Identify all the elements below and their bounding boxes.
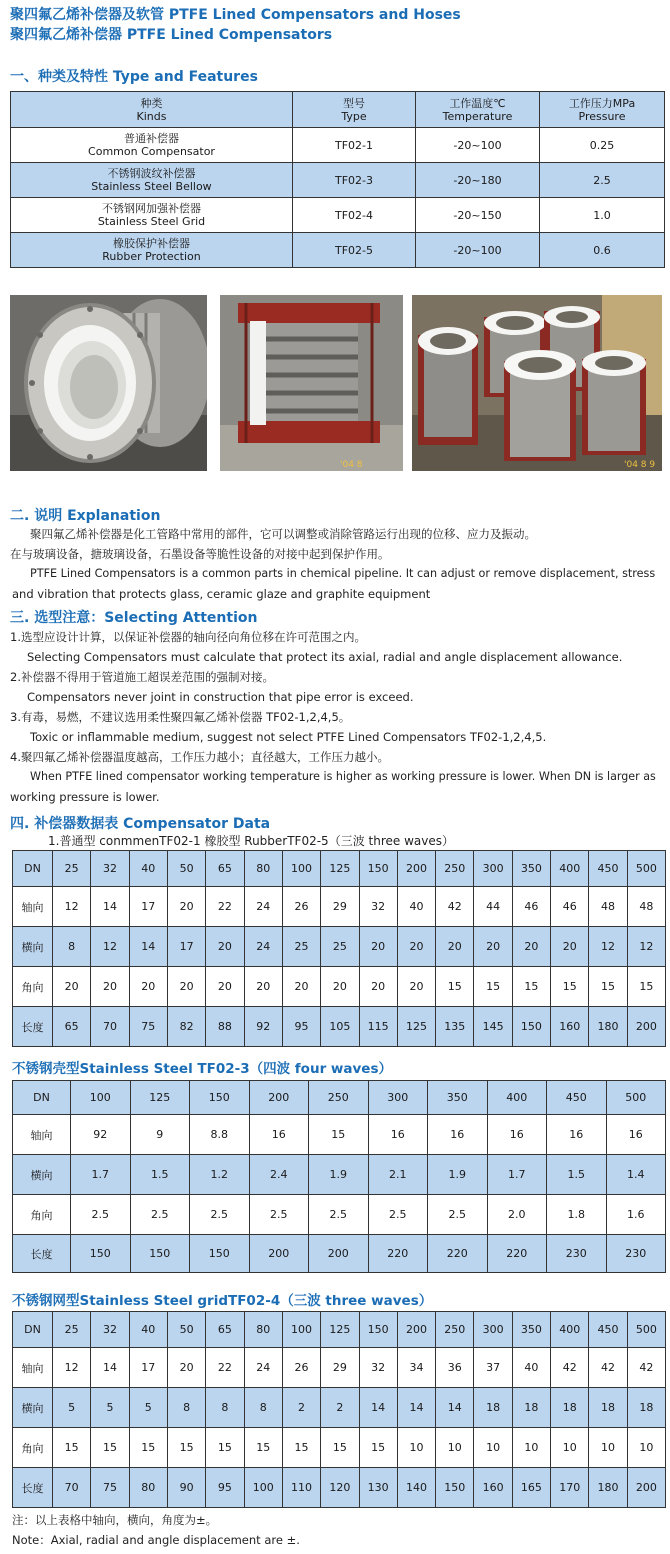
table-cell: 22: [206, 887, 244, 927]
attention-text: 3.有毒，易燃，不建议选用柔性聚四氟乙烯补偿器 TF02-1,2,4,5。: [10, 710, 351, 724]
table-cell: 200: [249, 1235, 309, 1273]
table-cell: 36: [436, 1348, 474, 1388]
table-cell: 25: [282, 927, 320, 967]
table-cell: 115: [359, 1007, 397, 1047]
table-cell: 15: [321, 1428, 359, 1468]
row-label: DN: [13, 851, 53, 887]
product-photo-bellow: [220, 295, 403, 471]
table-cell: 160: [551, 1007, 589, 1047]
row-label: 横向: [13, 927, 53, 967]
table-cell: 1.8: [547, 1195, 607, 1235]
table-cell: 15: [206, 1428, 244, 1468]
table-cell: 20: [474, 927, 512, 967]
table-cell: 16: [249, 1115, 309, 1155]
table-cell: 12: [589, 927, 627, 967]
product-photo-grid: [412, 295, 662, 471]
row-label: 角向: [13, 967, 53, 1007]
table-cell: 2.1: [368, 1155, 428, 1195]
row-label: DN: [13, 1312, 53, 1348]
table-cell: 10: [627, 1428, 665, 1468]
attention-text: working pressure is lower.: [10, 790, 160, 804]
table-cell: 250: [436, 1312, 474, 1348]
table-cell: 165: [512, 1468, 550, 1508]
table-row: 不锈钢波纹补偿器 Stainless Steel Bellow TF02-3 -20~180 2.5: [11, 163, 665, 198]
table-row: [13, 1348, 666, 1388]
table-cell: 150: [190, 1235, 250, 1273]
table-cell: 18: [627, 1388, 665, 1428]
table-cell: 15: [167, 1428, 205, 1468]
row-label: 长度: [13, 1468, 53, 1508]
table-cell: 14: [397, 1388, 435, 1428]
table-cell: 95: [282, 1007, 320, 1047]
table-cell: 2.4: [249, 1155, 309, 1195]
table-cell: 200: [309, 1235, 369, 1273]
table-cell: 75: [129, 1007, 167, 1047]
note-en: Note：Axial, radial and angle displacement are ±.: [12, 1533, 300, 1547]
table-cell: 26: [282, 1348, 320, 1388]
table-row: [13, 1428, 666, 1468]
types-table: [10, 91, 665, 268]
table-cell: 450: [589, 851, 627, 887]
table-cell: 2: [282, 1388, 320, 1428]
row-label: 角向: [13, 1195, 71, 1235]
table-cell: 37: [474, 1348, 512, 1388]
table-row: [13, 1468, 666, 1508]
table-cell: 10: [589, 1428, 627, 1468]
table-cell: 46: [551, 887, 589, 927]
table-cell: 350: [512, 851, 550, 887]
table-cell: 230: [547, 1235, 607, 1273]
compensator-table-tf02-1: [12, 850, 666, 1047]
table-cell: 14: [91, 1348, 129, 1388]
table-cell: 120: [321, 1468, 359, 1508]
table-cell: 42: [589, 1348, 627, 1388]
table-cell: 50: [167, 1312, 205, 1348]
types-heading: 一、种类及特性 Type and Features: [10, 69, 258, 85]
table-cell: 5: [53, 1388, 91, 1428]
table-cell: 14: [436, 1388, 474, 1428]
table-cell: 32: [91, 851, 129, 887]
table-cell: 150: [436, 1468, 474, 1508]
table-cell: 2: [321, 1388, 359, 1428]
table-cell: 16: [487, 1115, 547, 1155]
attention-text: 4.聚四氟乙烯补偿器温度越高，工作压力越小；直径越大，工作压力越小。: [10, 750, 389, 764]
table-cell: 100: [244, 1468, 282, 1508]
table-row: [13, 1155, 666, 1195]
compensator-table-tf02-4: [12, 1311, 666, 1508]
table-cell: 10: [397, 1428, 435, 1468]
table-row: 橡胶保护补偿器 Rubber Protection TF02-5 -20~100 0.6: [11, 233, 665, 268]
table-cell: 1.4: [606, 1155, 666, 1195]
table-cell: 42: [627, 1348, 665, 1388]
table-cell: 350: [512, 1312, 550, 1348]
table-row: [13, 1195, 666, 1235]
table-cell: 80: [244, 851, 282, 887]
row-label: 长度: [13, 1007, 53, 1047]
table-cell: 17: [129, 1348, 167, 1388]
table-cell: 29: [321, 887, 359, 927]
row-label: 轴向: [13, 1348, 53, 1388]
table-cell: 15: [551, 967, 589, 1007]
table-cell: 20: [359, 967, 397, 1007]
table-cell: 140: [397, 1468, 435, 1508]
attention-text: Selecting Compensators must calculate that protect its axial, radial and angle displacement allowance.: [27, 650, 623, 664]
table-cell: 2.5: [309, 1195, 369, 1235]
table-cell: 8: [53, 927, 91, 967]
table-cell: 200: [627, 1007, 665, 1047]
table-cell: 20: [397, 967, 435, 1007]
table-cell: 200: [397, 851, 435, 887]
table-cell: 15: [512, 967, 550, 1007]
table-cell: 20: [167, 967, 205, 1007]
table-cell: 32: [359, 887, 397, 927]
table-cell: 15: [244, 1428, 282, 1468]
table-cell: 150: [359, 851, 397, 887]
row-label: DN: [13, 1081, 71, 1115]
table-cell: 20: [321, 967, 359, 1007]
table-cell: 15: [309, 1115, 369, 1155]
table-cell: 20: [359, 927, 397, 967]
table-cell: 92: [71, 1115, 131, 1155]
table-cell: 24: [244, 887, 282, 927]
table-cell: 10: [436, 1428, 474, 1468]
table-row: [13, 1007, 666, 1047]
page-title: 聚四氟乙烯补偿器及软管 PTFE Lined Compensators and Hoses: [10, 7, 461, 23]
table-cell: 29: [321, 1348, 359, 1388]
table-cell: 65: [206, 851, 244, 887]
row-label: 横向: [13, 1155, 71, 1195]
table-cell: 125: [130, 1081, 190, 1115]
row-label: 长度: [13, 1235, 71, 1273]
table-cell: 100: [282, 1312, 320, 1348]
table-cell: 25: [53, 1312, 91, 1348]
table-cell: 2.5: [130, 1195, 190, 1235]
table-cell: 92: [244, 1007, 282, 1047]
types-table-header: [11, 92, 665, 128]
table-cell: 42: [551, 1348, 589, 1388]
table-cell: 500: [627, 1312, 665, 1348]
table-cell: 5: [129, 1388, 167, 1428]
row-label: 角向: [13, 1428, 53, 1468]
table-cell: 20: [436, 927, 474, 967]
explanation-text: and vibration that protects glass, ceramic glaze and graphite equipment: [12, 587, 431, 601]
table-row: [13, 887, 666, 927]
table-cell: 12: [627, 927, 665, 967]
table-cell: 20: [206, 927, 244, 967]
table-cell: 160: [474, 1468, 512, 1508]
table-cell: 150: [512, 1007, 550, 1047]
table-cell: 250: [436, 851, 474, 887]
table-cell: 200: [397, 1312, 435, 1348]
table-cell: 300: [368, 1081, 428, 1115]
table-cell: 100: [71, 1081, 131, 1115]
table-cell: 20: [167, 1348, 205, 1388]
col-kinds: 种类 Kinds: [11, 92, 293, 128]
table-cell: 230: [606, 1235, 666, 1273]
table-cell: 125: [397, 1007, 435, 1047]
table-cell: 130: [359, 1468, 397, 1508]
table-cell: 20: [167, 887, 205, 927]
table-cell: 220: [368, 1235, 428, 1273]
table-cell: 250: [309, 1081, 369, 1115]
table-cell: 17: [167, 927, 205, 967]
table-cell: 9: [130, 1115, 190, 1155]
table-row: [13, 1115, 666, 1155]
table-cell: 15: [359, 1428, 397, 1468]
table-cell: 2.5: [71, 1195, 131, 1235]
table-cell: 500: [606, 1081, 666, 1115]
table-cell: 12: [53, 887, 91, 927]
table-cell: 42: [436, 887, 474, 927]
table-row: [13, 927, 666, 967]
table-cell: 20: [91, 967, 129, 1007]
table-cell: 40: [129, 1312, 167, 1348]
table-cell: 8: [206, 1388, 244, 1428]
table-cell: 40: [512, 1348, 550, 1388]
col-pressure: 工作压力MPa Pressure: [540, 92, 665, 128]
table-cell: 1.5: [130, 1155, 190, 1195]
table-cell: 40: [397, 887, 435, 927]
table-cell: 400: [551, 851, 589, 887]
table-cell: 110: [282, 1468, 320, 1508]
table-cell: 75: [91, 1468, 129, 1508]
table-cell: 2.5: [368, 1195, 428, 1235]
table-row: 不锈钢网加强补偿器 Stainless Steel Grid TF02-4 -20~150 1.0: [11, 198, 665, 233]
table-cell: 18: [551, 1388, 589, 1428]
table-cell: 24: [244, 927, 282, 967]
table-row: [13, 1388, 666, 1428]
explanation-text: PTFE Lined Compensators is a common parts in chemical pipeline. It can adjust or remove displacement, stress: [30, 567, 656, 580]
table-cell: 180: [589, 1468, 627, 1508]
explanation-text: 在与玻璃设备，搪玻璃设备，石墨设备等脆性设备的对接中起到保护作用。: [10, 547, 390, 561]
table-cell: 200: [249, 1081, 309, 1115]
table-cell: 15: [129, 1428, 167, 1468]
compensator-table-tf02-3: [12, 1080, 666, 1273]
table-cell: 32: [359, 1348, 397, 1388]
table-cell: 32: [91, 1312, 129, 1348]
table-cell: 40: [129, 851, 167, 887]
table-cell: 8: [167, 1388, 205, 1428]
table-cell: 15: [436, 967, 474, 1007]
table-cell: 70: [91, 1007, 129, 1047]
table-cell: 17: [129, 887, 167, 927]
table-cell: 200: [627, 1468, 665, 1508]
table-cell: 80: [244, 1312, 282, 1348]
table-cell: 80: [129, 1468, 167, 1508]
table-cell: 50: [167, 851, 205, 887]
table-cell: 500: [627, 851, 665, 887]
table-cell: 400: [487, 1081, 547, 1115]
table-cell: 20: [397, 927, 435, 967]
table-cell: 12: [91, 927, 129, 967]
table-cell: 65: [206, 1312, 244, 1348]
table-cell: 15: [53, 1428, 91, 1468]
row-label: 轴向: [13, 887, 53, 927]
table-cell: 125: [321, 1312, 359, 1348]
table-cell: 15: [474, 967, 512, 1007]
table-header-row: [13, 1312, 666, 1348]
col-temperature: 工作温度℃ Temperature: [416, 92, 540, 128]
svg-text:'04 8 9: '04 8 9: [624, 460, 656, 470]
table-cell: 1.6: [606, 1195, 666, 1235]
data-heading: 四. 补偿器数据表 Compensator Data: [10, 816, 271, 832]
table-header-row: [13, 851, 666, 887]
table-cell: 300: [474, 1312, 512, 1348]
attention-text: Compensators never joint in construction that pipe error is exceed.: [27, 690, 414, 704]
table-cell: 2.0: [487, 1195, 547, 1235]
table-cell: 105: [321, 1007, 359, 1047]
table-row: 普通补偿器 Common Compensator TF02-1 -20~100 0.25: [11, 128, 665, 163]
table-cell: 48: [589, 887, 627, 927]
page-subtitle: 聚四氟乙烯补偿器 PTFE Lined Compensators: [10, 27, 333, 43]
table1-caption: 1.普通型 conmmenTF02-1 橡胶型 RubberTF02-5（三波 three waves）: [48, 834, 454, 848]
table-cell: 10: [512, 1428, 550, 1468]
table-cell: 2.5: [190, 1195, 250, 1235]
attention-text: 1.选型应设计计算，以保证补偿器的轴向径向角位移在许可范围之内。: [10, 630, 366, 644]
table-cell: 145: [474, 1007, 512, 1047]
attention-text: Toxic or inflammable medium, suggest not select PTFE Lined Compensators TF02-1,2,4,5.: [30, 730, 547, 744]
table-cell: 2.5: [428, 1195, 488, 1235]
table-cell: 5: [91, 1388, 129, 1428]
table-cell: 180: [589, 1007, 627, 1047]
table-cell: 90: [167, 1468, 205, 1508]
table-cell: 14: [91, 887, 129, 927]
table-cell: 15: [589, 967, 627, 1007]
row-label: 横向: [13, 1388, 53, 1428]
table-cell: 65: [53, 1007, 91, 1047]
table-cell: 25: [53, 851, 91, 887]
table-header-row: [13, 1081, 666, 1115]
table-cell: 220: [487, 1235, 547, 1273]
table-cell: 220: [428, 1235, 488, 1273]
table-cell: 18: [589, 1388, 627, 1428]
attention-text: 2.补偿器不得用于管道施工超误差范围的强制对接。: [10, 670, 274, 684]
table-cell: 15: [627, 967, 665, 1007]
table-cell: 10: [551, 1428, 589, 1468]
table-cell: 22: [206, 1348, 244, 1388]
table-row: [13, 1235, 666, 1273]
col-type: 型号 Type: [293, 92, 416, 128]
attention-text: When PTFE lined compensator working temperature is higher as working pressure is lower. When DN is larger as: [30, 770, 656, 783]
table-cell: 70: [53, 1468, 91, 1508]
table-cell: 135: [436, 1007, 474, 1047]
table-cell: 1.7: [487, 1155, 547, 1195]
table-cell: 48: [627, 887, 665, 927]
table-cell: 16: [368, 1115, 428, 1155]
svg-text:'04 8: '04 8: [340, 460, 363, 470]
table-cell: 8: [244, 1388, 282, 1428]
table-cell: 170: [551, 1468, 589, 1508]
table-cell: 88: [206, 1007, 244, 1047]
explanation-heading: 二. 说明 Explanation: [10, 508, 161, 524]
table-cell: 16: [547, 1115, 607, 1155]
table-cell: 100: [282, 851, 320, 887]
table-cell: 14: [359, 1388, 397, 1428]
table-cell: 18: [474, 1388, 512, 1428]
table-cell: 15: [91, 1428, 129, 1468]
table-cell: 26: [282, 887, 320, 927]
row-label: 轴向: [13, 1115, 71, 1155]
table-cell: 150: [130, 1235, 190, 1273]
table-cell: 150: [359, 1312, 397, 1348]
table-cell: 1.7: [71, 1155, 131, 1195]
table-row: [13, 967, 666, 1007]
table-cell: 24: [244, 1348, 282, 1388]
table-cell: 1.9: [428, 1155, 488, 1195]
table-cell: 10: [474, 1428, 512, 1468]
note-cn: 注：以上表格中轴向，横向，角度为±。: [12, 1513, 218, 1527]
table-cell: 12: [53, 1348, 91, 1388]
table-cell: 350: [428, 1081, 488, 1115]
table-cell: 46: [512, 887, 550, 927]
table-cell: 1.5: [547, 1155, 607, 1195]
table-cell: 150: [71, 1235, 131, 1273]
table-cell: 18: [512, 1388, 550, 1428]
table-cell: 20: [53, 967, 91, 1007]
table-cell: 16: [606, 1115, 666, 1155]
table-cell: 1.9: [309, 1155, 369, 1195]
table-cell: 15: [282, 1428, 320, 1468]
table-cell: 300: [474, 851, 512, 887]
table-cell: 25: [321, 927, 359, 967]
table-cell: 450: [547, 1081, 607, 1115]
table-cell: 16: [428, 1115, 488, 1155]
attention-heading: 三. 选型注意：Selecting Attention: [10, 610, 258, 626]
table-cell: 20: [206, 967, 244, 1007]
table3-caption: 不锈钢网型Stainless Steel gridTF02-4（三波 three waves）: [12, 1293, 433, 1309]
table-cell: 34: [397, 1348, 435, 1388]
table2-caption: 不锈钢壳型Stainless Steel TF02-3（四波 four waves）: [12, 1061, 392, 1077]
table-cell: 20: [129, 967, 167, 1007]
table-cell: 95: [206, 1468, 244, 1508]
table-cell: 8.8: [190, 1115, 250, 1155]
table-cell: 2.5: [249, 1195, 309, 1235]
table-cell: 44: [474, 887, 512, 927]
table-cell: 20: [282, 967, 320, 1007]
table-cell: 20: [551, 927, 589, 967]
product-photo-common: [10, 295, 207, 471]
table-cell: 400: [551, 1312, 589, 1348]
table-cell: 450: [589, 1312, 627, 1348]
table-cell: 20: [512, 927, 550, 967]
table-cell: 82: [167, 1007, 205, 1047]
table-cell: 1.2: [190, 1155, 250, 1195]
table-cell: 20: [244, 967, 282, 1007]
explanation-text: 聚四氟乙烯补偿器是化工管路中常用的部件，它可以调整或消除管路运行出现的位移、应力及振动。: [30, 527, 536, 541]
table-cell: 150: [190, 1081, 250, 1115]
table-cell: 14: [129, 927, 167, 967]
table-cell: 125: [321, 851, 359, 887]
